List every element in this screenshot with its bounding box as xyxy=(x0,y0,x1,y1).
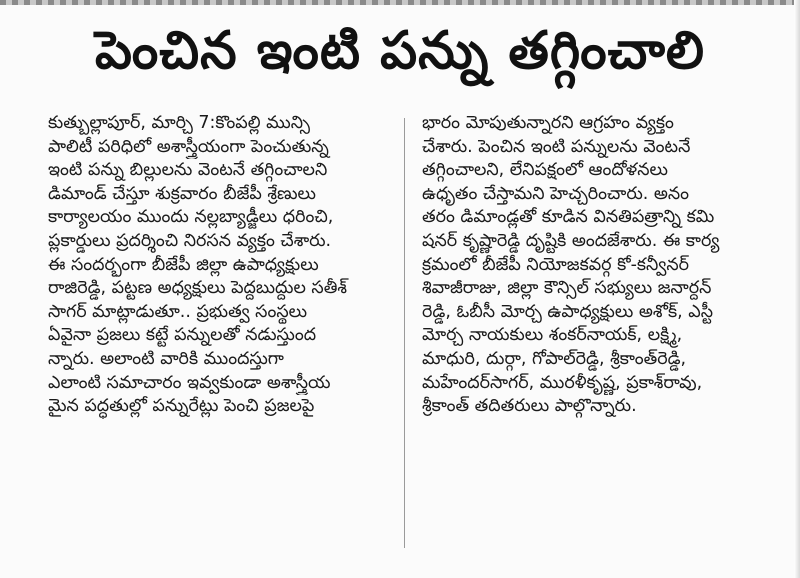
article-line: ప్లకార్డులు ప్రదర్శించి నిరసన వ్యక్తం చేశారు. xyxy=(48,230,332,251)
article-left-column xyxy=(48,112,390,419)
article-line: ఉధృతం చేస్తామని హెచ్చరించారు. అనం xyxy=(422,183,690,204)
article-line: భారం మోపుతున్నారని ఆగ్రహం వ్యక్తం xyxy=(422,113,674,133)
article-line: రాజిరెడ్డి, పట్టణ అధ్యక్షులు పెద్దబుద్దుల సతీశ్ xyxy=(48,278,348,299)
article-line: పాలిటీ పరిధిలో అశాస్త్రీయంగా పెంచుతున్న xyxy=(48,136,329,157)
column-divider xyxy=(404,118,405,548)
article-line: డిమాండ్ చేస్తూ శుక్రవారం బీజేపీ శ్రేణులు xyxy=(48,183,316,204)
article-line: ఈ సందర్భంగా బీజేపీ జిల్లా ఉపాధ్యక్షులు xyxy=(48,254,319,275)
article-line: రెడ్డి, ఓబీసీ మోర్చ ఉపాధ్యక్షులు అశోక్, ఎస్టీ xyxy=(422,301,714,322)
article-line: మోర్చ నాయకులు శంకర్‌నాయక్, లక్ష్మి, xyxy=(422,325,683,346)
top-border-rule xyxy=(0,0,800,5)
article-line: శ్రీకాంత్ తదితరులు పాల్గొన్నారు. xyxy=(422,396,637,417)
article-line: క్రమంలో బీజేపీ నియోజకవర్గ కో-కన్వీనర్ xyxy=(422,254,690,275)
page-edge-shadow xyxy=(794,0,800,578)
article-line: న్నారు. అలాంటి వారికి ముందస్తుగా xyxy=(48,348,284,369)
article-line: శివాజీరాజు, జిల్లా కౌన్సిల్ సభ్యులు జనార్దన్ xyxy=(422,278,712,299)
article-right-column xyxy=(422,112,760,419)
article-line: ఏవైనా ప్రజలు కట్టే పన్నులతో నడుస్తుంద xyxy=(48,325,317,346)
article-line: మైన పద్ధతుల్లో పన్నురేట్లు పెంచి ప్రజలపై xyxy=(48,396,315,417)
article-line: చేశారు. పెంచిన ఇంటి పన్నులను వెంటనే xyxy=(422,136,691,157)
article-line: మహేందర్‌సాగర్, మురళీకృష్ణ, ప్రకాశ్‌రావు, xyxy=(422,372,703,393)
article-line: కార్యాలయం ముందు నల్లబ్యాడ్జీలు ధరించి, xyxy=(48,207,334,228)
article-line: ఇంటి పన్ను బిల్లులను వెంటనే తగ్గించాలని xyxy=(48,160,328,181)
article-line: మాధురి, దుర్గా, గోపాల్‌రెడ్డి, శ్రీకాంత్‌రెడ్డి, xyxy=(422,348,687,369)
article-line: సాగర్ మాట్లాడుతూ.. ప్రభుత్వ సంస్థలు xyxy=(48,301,308,322)
article-line: తగ్గించాలని, లేనిపక్షంలో ఆందోళనలు xyxy=(422,160,668,181)
article-line: కుత్బుల్లాపూర్, మార్చి 7:కొంపల్లి మున్సి xyxy=(48,113,311,133)
headline: పెంచిన ఇంటి పన్ను తగ్గించాలి xyxy=(94,20,706,81)
article-line: షనర్ కృష్ణారెడ్డి దృష్టికి అందజేశారు. ఈ కార్య xyxy=(422,230,720,251)
article-line: తరం డిమాండ్లతో కూడిన వినతిపత్రాన్ని కమి xyxy=(422,207,715,228)
article-line: ఎలాంటి సమాచారం ఇవ్వకుండా అశాస్త్రీయ xyxy=(48,372,331,393)
